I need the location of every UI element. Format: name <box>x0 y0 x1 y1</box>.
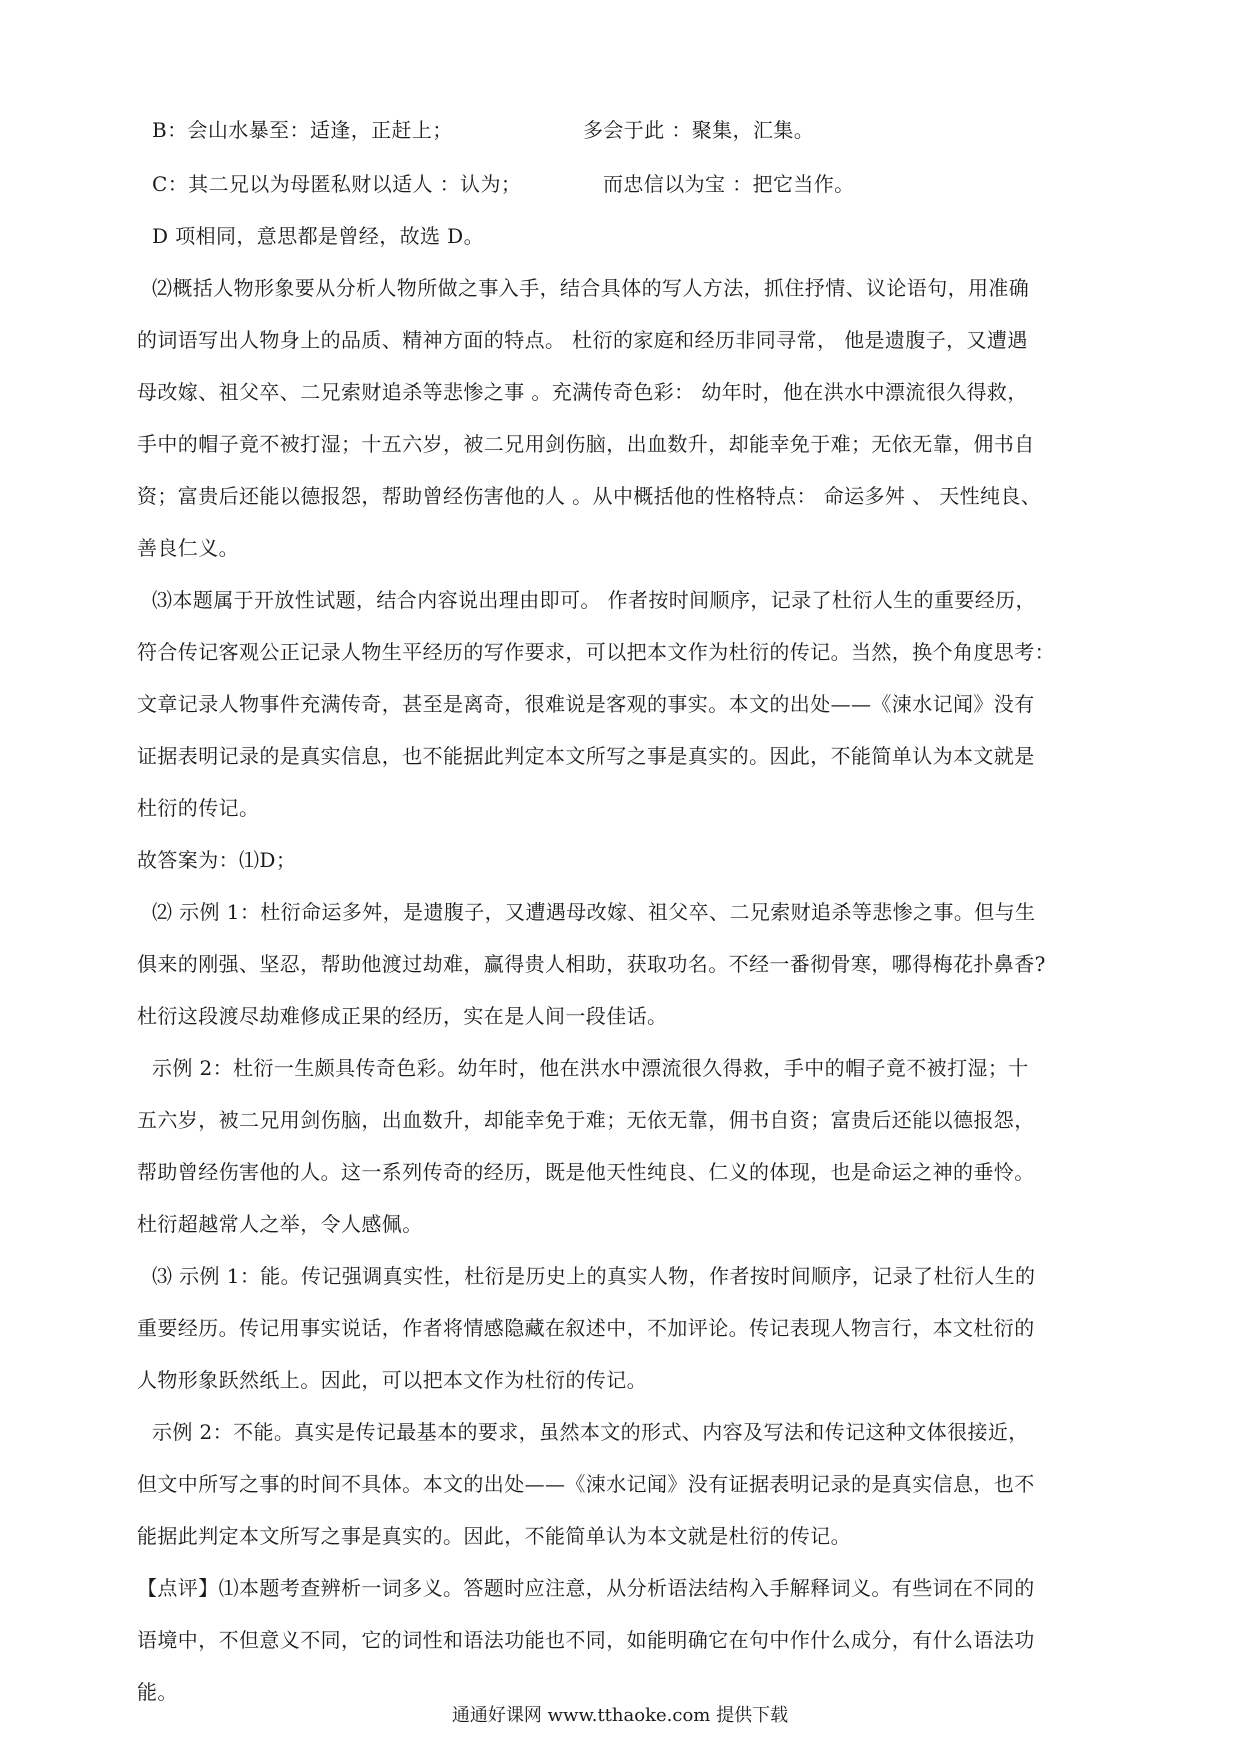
text-line: 资；富贵后还能以德报怨，帮助曾经伤害他的人 。从中概括他的性格特点： 命运多舛 、 天性纯良、 <box>137 484 1042 508</box>
text-line: 帮助曾经伤害他的人。这一系列传奇的经历，既是他天性纯良、仁义的体现，也是命运之神的垂怜。 <box>137 1160 1035 1184</box>
text-line: ⑶ 示例 1：能。传记强调真实性，杜衍是历史上的真实人物，作者按时间顺序，记录了杜衍人生的 <box>152 1264 1036 1288</box>
text-line: 重要经历。传记用事实说话，作者将情感隐藏在叙述中，不加评论。传记表现人物言行，本文杜衍的 <box>137 1316 1035 1340</box>
text-line: 手中的帽子竟不被打湿；十五六岁，被二兄用剑伤脑，出血数升，却能幸免于难；无依无靠，佣书自 <box>137 432 1035 456</box>
text-line: 能。 <box>137 1680 178 1704</box>
text-line: 俱来的刚强、坚忍，帮助他渡过劫难，赢得贵人相助，获取功名。不经一番彻骨寒，哪得梅花扑鼻香? <box>137 952 1046 976</box>
text-line: 母改嫁、祖父卒、二兄索财追杀等悲惨之事 。充满传奇色彩： 幼年时，他在洪水中漂流很久得救， <box>137 380 1028 404</box>
text-line: 能据此判定本文所写之事是真实的。因此，不能简单认为本文就是杜衍的传记。 <box>137 1524 851 1548</box>
text-line: 证据表明记录的是真实信息，也不能据此判定本文所写之事是真实的。因此，不能简单认为本文就是 <box>137 744 1035 768</box>
text-line: 故答案为：⑴D； <box>137 848 297 872</box>
text-line: B：会山水暴至：适逢，正赶上； <box>152 118 453 142</box>
text-line: D 项相同，意思都是曾经，故选 D。 <box>152 224 484 248</box>
text-line: 【点评】⑴本题考查辨析一词多义。答题时应注意，从分析语法结构入手解释词义。有些词在不同的 <box>137 1576 1035 1600</box>
text-line: 文章记录人物事件充满传奇，甚至是离奇，很难说是客观的事实。本文的出处——《涑水记闻》没有 <box>137 692 1035 716</box>
text-line: 善良仁义。 <box>137 536 239 560</box>
text-line: 杜衍这段渡尽劫难修成正果的经历，实在是人间一段佳话。 <box>137 1004 668 1028</box>
text-line: ⑵ 示例 1：杜衍命运多舛，是遗腹子，又遭遇母改嫁、祖父卒、二兄索财追杀等悲惨之事。但与生 <box>152 900 1036 924</box>
text-line: C：其二兄以为母匿私财以适人 ：认为； <box>152 172 522 196</box>
text-line: 五六岁，被二兄用剑伤脑，出血数升，却能幸免于难；无依无靠，佣书自资；富贵后还能以德报怨， <box>137 1108 1035 1132</box>
text-line: 杜衍的传记。 <box>137 796 260 820</box>
page-footer: 通通好课网 www.tthaoke.com 提供下载 <box>451 1705 789 1726</box>
text-line: ⑵概括人物形象要从分析人物所做之事入手，结合具体的写人方法，抓住抒情、议论语句，用准确 <box>152 276 1030 300</box>
text-line: 的词语写出人物身上的品质、精神方面的特点。 杜衍的家庭和经历非同寻常， 他是遗腹子，又遭遇 <box>137 328 1028 352</box>
text-line: 杜衍超越常人之举，令人感佩。 <box>137 1212 423 1236</box>
text-line: ⑶本题属于开放性试题，结合内容说出理由即可。 作者按时间顺序，记录了杜衍人生的重要经历， <box>152 588 1036 612</box>
text-line: 语境中，不但意义不同，它的词性和语法功能也不同，如能明确它在句中作什么成分，有什么语法功 <box>137 1628 1035 1652</box>
text-line: 符合传记客观公正记录人物生平经历的写作要求，可以把本文作为杜衍的传记。当然，换个角度思考： <box>137 640 1055 664</box>
text-line: 示例 2：不能。真实是传记最基本的要求，虽然本文的形式、内容及写法和传记这种文体很接近， <box>152 1420 1029 1444</box>
text-line: 多会于此 ：聚集，汇集。 <box>583 118 815 142</box>
text-line: 但文中所写之事的时间不具体。本文的出处——《涑水记闻》没有证据表明记录的是真实信息，也不 <box>137 1472 1035 1496</box>
text-line: 人物形象跃然纸上。因此，可以把本文作为杜衍的传记。 <box>137 1368 647 1392</box>
text-line: 示例 2：杜衍一生颇具传奇色彩。幼年时，他在洪水中漂流很久得救，手中的帽子竟不被打湿；十 <box>152 1056 1029 1080</box>
text-line: 而忠信以为宝 ：把它当作。 <box>603 172 855 196</box>
